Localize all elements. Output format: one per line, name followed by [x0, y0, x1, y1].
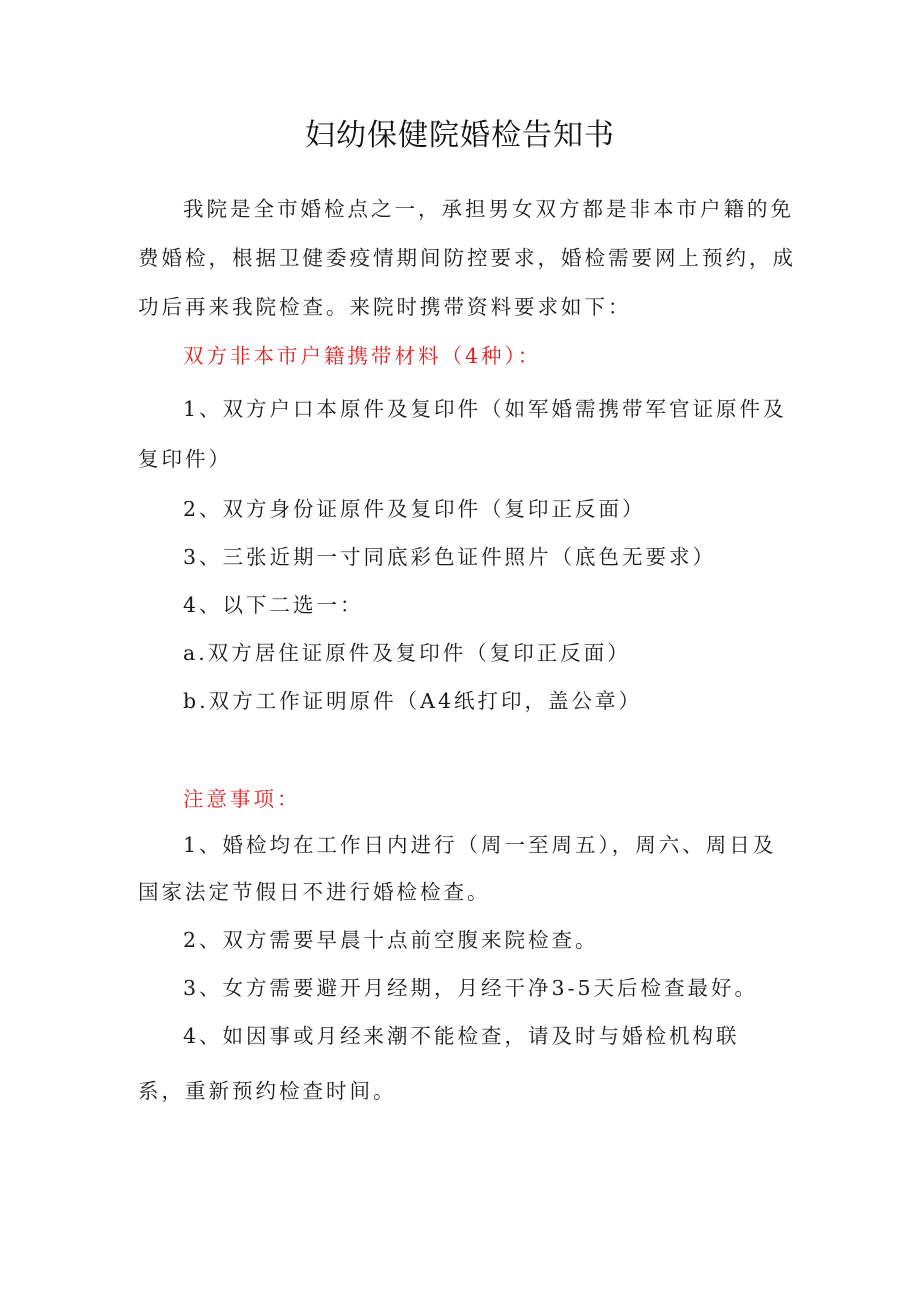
list-item: 2、双方需要早晨十点前空腹来院检查。: [183, 928, 599, 952]
list-sub-item: b.双方工作证明原件（A4纸打印，盖公章）: [183, 689, 642, 713]
list-sub-item: a.双方居住证原件及复印件（复印正反面）: [183, 641, 631, 665]
intro-line: 我院是全市婚检点之一，承担男女双方都是非本市户籍的免: [183, 197, 794, 221]
list-item: 3、女方需要避开月经期，月经干净3-5天后检查最好。: [183, 976, 759, 1000]
list-item: 2、双方身份证原件及复印件（复印正反面）: [183, 497, 646, 521]
list-item: 1、婚检均在工作日内进行（周一至周五），周六、周日及: [183, 833, 777, 857]
intro-line: 功后再来我院检查。来院时携带资料要求如下：: [138, 295, 632, 319]
list-item-continuation: 系，重新预约检查时间。: [138, 1079, 397, 1103]
list-item-continuation: 国家法定节假日不进行婚检检查。: [138, 880, 491, 904]
list-item: 3、三张近期一寸同底彩色证件照片（底色无要求）: [183, 545, 717, 569]
list-item: 4、以下二选一：: [183, 593, 364, 617]
list-item-continuation: 复印件）: [138, 447, 232, 471]
list-item: 4、如因事或月经来潮不能检查，请及时与婚检机构联: [183, 1024, 740, 1048]
intro-line: 费婚检，根据卫健委疫情期间防控要求，婚检需要网上预约，成: [138, 246, 796, 270]
notes-heading: 注意事项：: [183, 787, 301, 811]
list-item: 1、双方户口本原件及复印件（如军婚需携带军官证原件及: [183, 397, 787, 421]
page-title: 妇幼保健院婚检告知书: [305, 118, 615, 153]
materials-heading: 双方非本市户籍携带材料（4种）：: [183, 344, 542, 368]
